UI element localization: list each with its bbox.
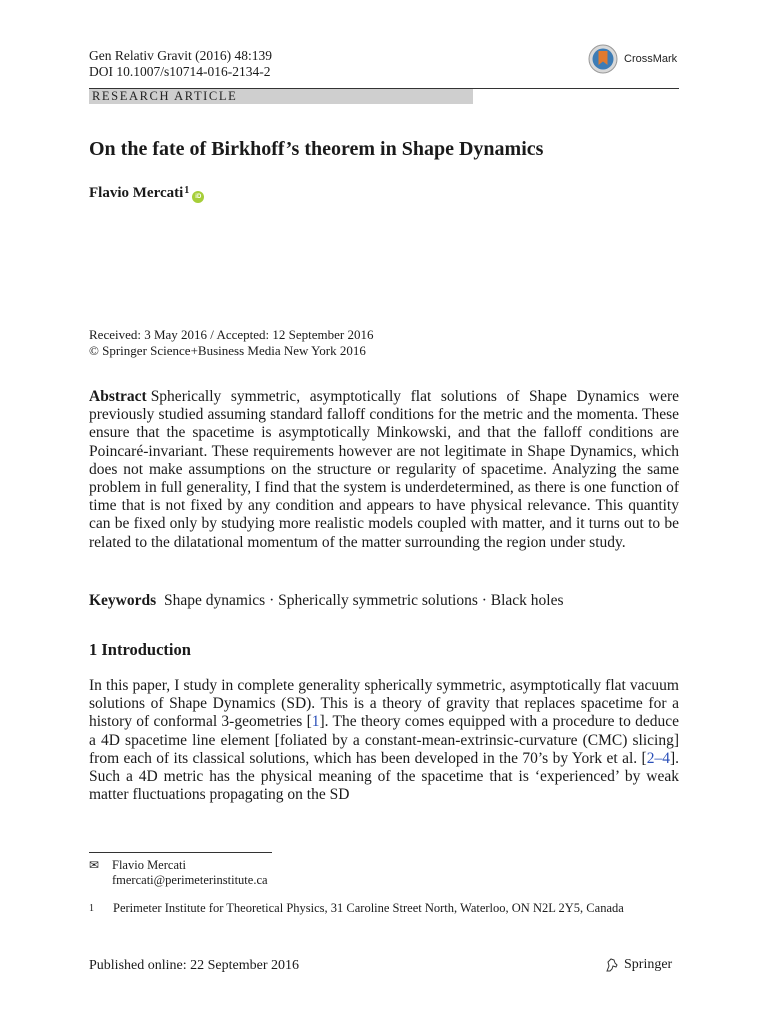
reference-link-1[interactable]: 1 [311,713,320,731]
publisher-name: Springer [624,957,673,972]
abstract [89,388,679,552]
journal-citation [89,48,272,80]
author-name[interactable]: Flavio Mercati [89,185,184,201]
article-dates [89,327,373,358]
envelope-icon: ✉ [89,858,100,872]
copyright-notice: © Springer Science+Business Media New York 2016 [89,342,366,358]
reference-link-2-4[interactable]: 2–4 [646,749,670,767]
affiliation-mark[interactable]: 1 [184,185,190,196]
introduction-paragraph [89,677,679,804]
author-line [89,185,204,203]
corresponding-author-email[interactable]: fmercati@perimeterinstitute.ca [112,873,268,887]
crossmark-badge[interactable] [588,44,677,74]
crossmark-icon [588,44,618,74]
doi-link[interactable]: DOI 10.1007/s10714-016-2134-2 [89,64,271,79]
footnote-rule [89,852,272,853]
intro-text-part2: ]. The theory comes equipped with a procedure to deduce a 4D spacetime line element [foliated by a constant-mean-extrinsic-curvature (CMC) slicing] from each of its classical solutions, which has been developed in the 70’s by York et al. [ [89,713,679,767]
keywords [89,592,564,610]
affiliation-number: 1 [89,903,94,914]
orcid-icon[interactable]: iD [192,191,204,203]
intro-text-part3: ]. Such a 4D metric has the physical meaning of the spacetime that is ‘experienced’ by weak matter fluctuations propagating on the SD [89,749,679,804]
intro-text-part1: In this paper, I study in complete generality spherically symmetric, asymptotically flat vacuum solutions of Shape Dynamics (SD). This is a theory of gravity that replaces spacetime for a history of conformal 3-geometries [ [89,677,679,731]
keywords-label: Keywords [89,592,157,609]
published-date: Published online: 22 September 2016 [89,958,299,973]
publisher-logo[interactable] [604,957,672,973]
received-accepted-dates: Received: 3 May 2016 / Accepted: 12 September 2016 [89,327,374,342]
article-title: On the fate of Birkhoff’s theorem in Shape Dynamics [89,138,544,160]
section-heading-introduction: 1 Introduction [89,640,191,659]
springer-horse-icon [604,957,620,973]
crossmark-label: CrossMark [624,53,678,65]
article-type-banner: RESEARCH ARTICLE [89,89,473,104]
corresponding-author [89,858,268,888]
journal-name-volume: Gen Relativ Gravit (2016) 48:139 [89,48,272,63]
affiliation-footnote [89,901,679,916]
corresponding-author-name: Flavio Mercati [112,858,186,872]
keywords-text: Shape dynamics · Spherically symmetric solutions · Black holes [164,592,564,609]
abstract-text: Spherically symmetric, asymptotically flat solutions of Shape Dynamics were previously studied assuming standard falloff conditions for the metric and the momenta. These ensure that the spacetime is asymptotically Minkowski, and that the falloff conditions are Poincaré-invariant. These requirements however are not legitimate in Shape Dynamics, which does not make assumptions on the structure or regularity of spacetime. Analyzing the same problem in full generality, I find that the system is underdetermined, as there is one function of time that is not fixed by any condition and appears to have physical relevance. This quantity can be fixed only by studying more realistic models coupled with matter, and it turns out to be related to the dilatational momentum of the matter surrounding the region under study. [89,388,679,551]
abstract-label: Abstract [89,388,147,405]
affiliation-text: Perimeter Institute for Theoretical Physics, 31 Caroline Street North, Waterloo, ON N2L 2Y5, Canada [113,901,624,915]
